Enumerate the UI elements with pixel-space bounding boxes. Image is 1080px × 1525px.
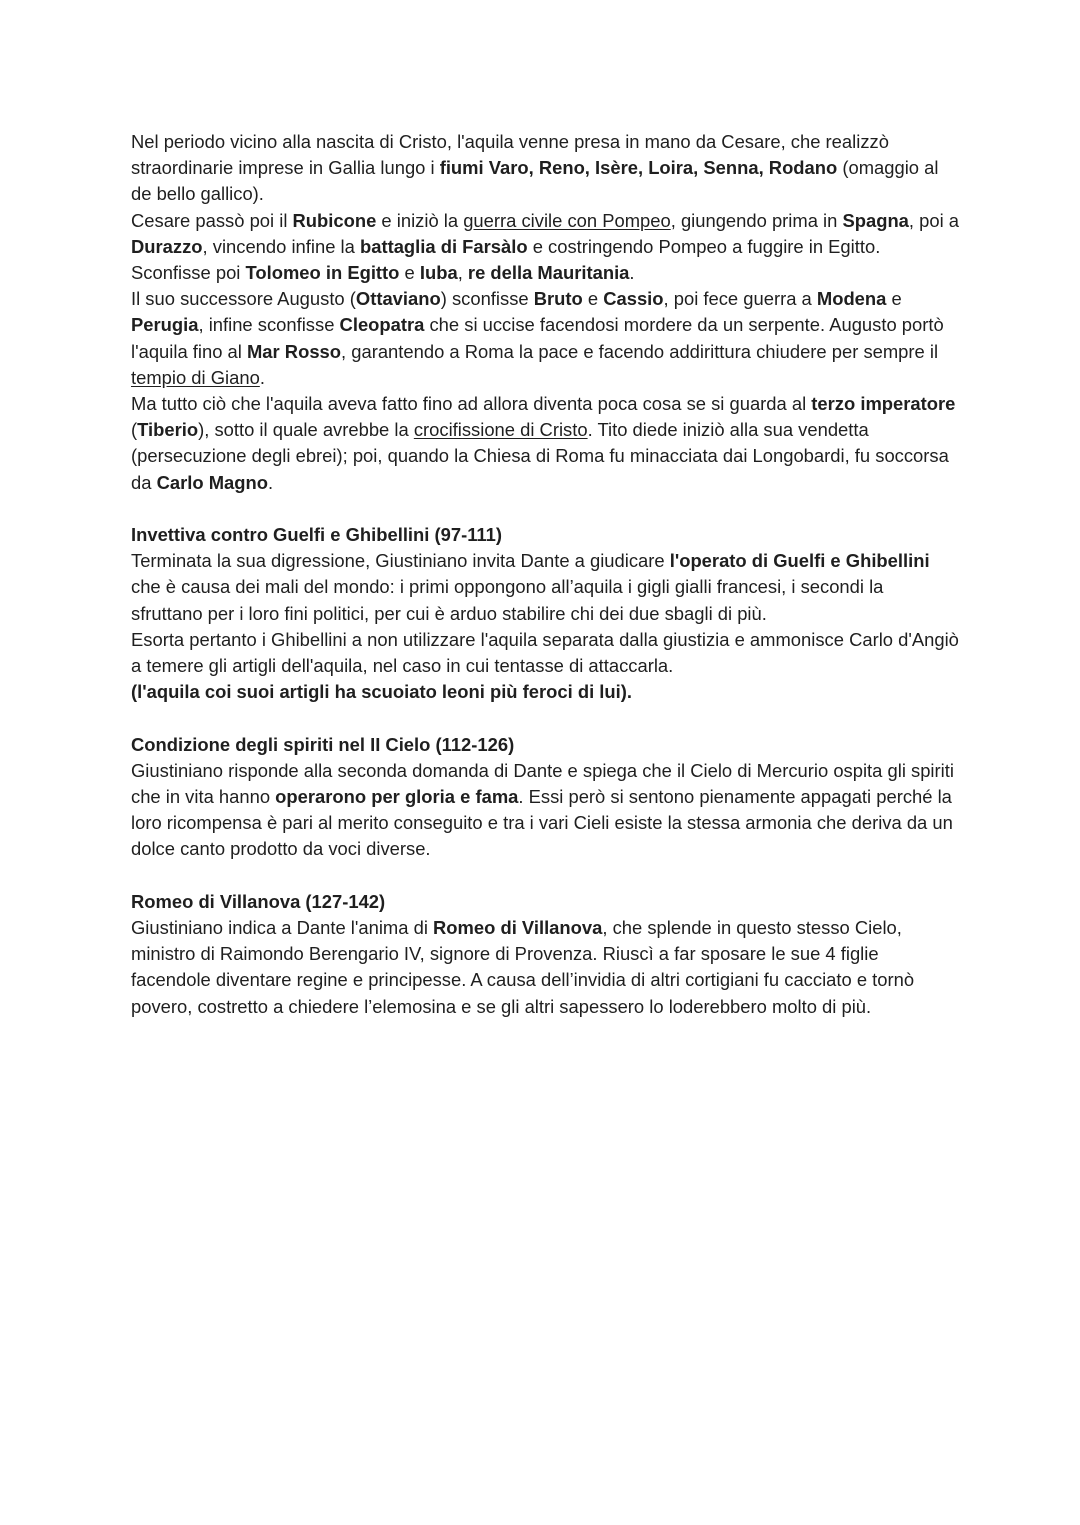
bold-text: terzo imperatore: [811, 393, 956, 415]
section-heading: Condizione degli spiriti nel II Cielo (112-126): [131, 733, 515, 755]
text-run: , garantendo a Roma la pace e facendo addirittura chiudere per sempre il: [341, 340, 939, 362]
section-heading: Romeo di Villanova (127-142): [131, 890, 386, 912]
text-run: Nel periodo vicino alla nascita di Cristo, l'aquila venne presa in mano da Cesare, che realizzò straordinarie imprese in Gallia lungo i: [131, 131, 889, 179]
bold-text: Tolomeo in Egitto: [245, 262, 400, 284]
text-run: , poi a: [908, 209, 960, 231]
bold-text: battaglia di Farsàlo: [359, 235, 528, 257]
text-run: .: [629, 262, 635, 284]
section-heading: Invettiva contro Guelfi e Ghibellini (97-111): [131, 524, 502, 546]
text-run: che è causa dei mali del mondo: i primi oppongono all’aquila i gigli gialli francesi, i secondi la sfruttano per i loro fini politici, per cui è arduo stabilire chi dei due sbagli di più.: [131, 576, 884, 624]
bold-text: Ottaviano: [355, 288, 441, 310]
paragraph: [131, 915, 960, 1020]
text-run: che si uccise facendosi mordere da un serpente. Augusto portò l'aquila fino al: [131, 314, 944, 362]
section: [131, 522, 960, 705]
text-run: , poi fece guerra a: [663, 288, 817, 310]
bold-text: Bruto: [533, 288, 583, 310]
bold-text: operarono per gloria e fama: [275, 786, 519, 808]
text-run: e: [886, 288, 902, 310]
text-run: Cesare passò poi il: [131, 209, 293, 231]
bold-text: Modena: [816, 288, 887, 310]
bold-text: Rubicone: [292, 209, 377, 231]
text-run: ,: [457, 262, 468, 284]
text-run: Ma tutto ciò che l'aquila aveva fatto fino ad allora diventa poca cosa se si guarda al: [131, 393, 812, 415]
bold-text: Mar Rosso: [246, 340, 342, 362]
bold-text: l'operato di Guelfi e Ghibellini: [669, 550, 930, 572]
paragraph: [131, 286, 960, 391]
bold-text: Cleopatra: [339, 314, 425, 336]
section: [131, 889, 960, 1020]
text-run: e: [399, 262, 420, 284]
underlined-text: crocifissione di Cristo: [413, 419, 588, 441]
text-run: Giustiniano indica a Dante l'anima di: [131, 917, 434, 939]
text-run: , infine sconfisse: [198, 314, 340, 336]
underlined-text: guerra civile con Pompeo: [463, 209, 671, 231]
text-run: .: [259, 366, 265, 388]
bold-text: Cassio: [603, 288, 664, 310]
bold-text: Perugia: [131, 314, 199, 336]
bold-text: Romeo di Villanova: [433, 917, 603, 939]
bold-text: Iuba: [419, 262, 458, 284]
paragraph: [131, 627, 960, 679]
paragraph: [131, 679, 960, 705]
text-run: ) sconfisse: [440, 288, 534, 310]
text-run: , che splende in questo stesso Cielo, ministro di Raimondo Berengario IV, signore di Provenza. Riuscì a far sposare le sue 4 figlie facendole diventare regine e principesse. A causa dell’invidia di altri cortigiani fu cacciato e tornò povero, costretto a chiedere l’elemosina e se gli altri sapessero lo loderebbero molto di più.: [131, 917, 915, 1017]
section: [131, 732, 960, 863]
text-run: , vincendo infine la: [202, 235, 360, 257]
text-run: , giungendo prima in: [670, 209, 843, 231]
sections-block: [131, 522, 960, 1020]
text-run: Terminata la sua digressione, Giustiniano invita Dante a giudicare: [131, 550, 670, 572]
intro-block: [131, 129, 960, 496]
bold-text: (l'aquila coi suoi artigli ha scuoiato leoni più feroci di lui).: [131, 681, 632, 703]
text-run: ), sotto il quale avrebbe la: [198, 419, 414, 441]
paragraph: [131, 129, 960, 208]
underlined-text: tempio di Giano: [131, 366, 260, 388]
bold-text: Carlo Magno: [156, 471, 268, 493]
paragraph: [131, 548, 960, 627]
bold-text: fiumi Varo, Reno, Isère, Loira, Senna, Rodano: [439, 157, 838, 179]
text-run: e costringendo Pompeo a fuggire in Egitto.: [527, 235, 881, 257]
text-run: Esorta pertanto i Ghibellini a non utilizzare l'aquila separata dalla giustizia e ammonisce Carlo d'Angiò a temere gli artigli dell'aquila, nel caso in cui tentasse di attaccarla.: [131, 628, 959, 677]
paragraph: [131, 260, 960, 286]
paragraph: [131, 391, 960, 496]
text-run: e iniziò la: [376, 209, 464, 231]
paragraph: [131, 208, 960, 260]
text-run: Sconfisse poi: [131, 262, 246, 284]
text-run: . Tito diede iniziò alla sua vendetta (persecuzione degli ebrei); poi, quando la Chiesa di Roma fu minacciata dai Longobardi, fu soccorsa da: [131, 419, 949, 493]
text-run: Il suo successore Augusto (: [131, 288, 356, 310]
text-run: Giustiniano risponde alla seconda domanda di Dante e spiega che il Cielo di Mercurio ospita gli spiriti che in vita hanno: [131, 759, 954, 808]
text-run: (omaggio al de bello gallico).: [131, 157, 939, 205]
text-run: .: [267, 471, 274, 493]
text-run: . Essi però si sentono pienamente appagati perché la loro ricompensa è pari al merito conseguito e tra i vari Cieli esiste la stessa armonia che deriva da un dolce canto prodotto da voci diverse.: [131, 786, 953, 860]
bold-text: Spagna: [842, 209, 909, 231]
bold-text: re della Mauritania: [467, 262, 630, 284]
paragraph: [131, 758, 960, 863]
text-run: (: [131, 419, 138, 441]
text-run: e: [582, 288, 604, 310]
bold-text: Tiberio: [137, 419, 199, 441]
bold-text: Durazzo: [131, 235, 203, 257]
